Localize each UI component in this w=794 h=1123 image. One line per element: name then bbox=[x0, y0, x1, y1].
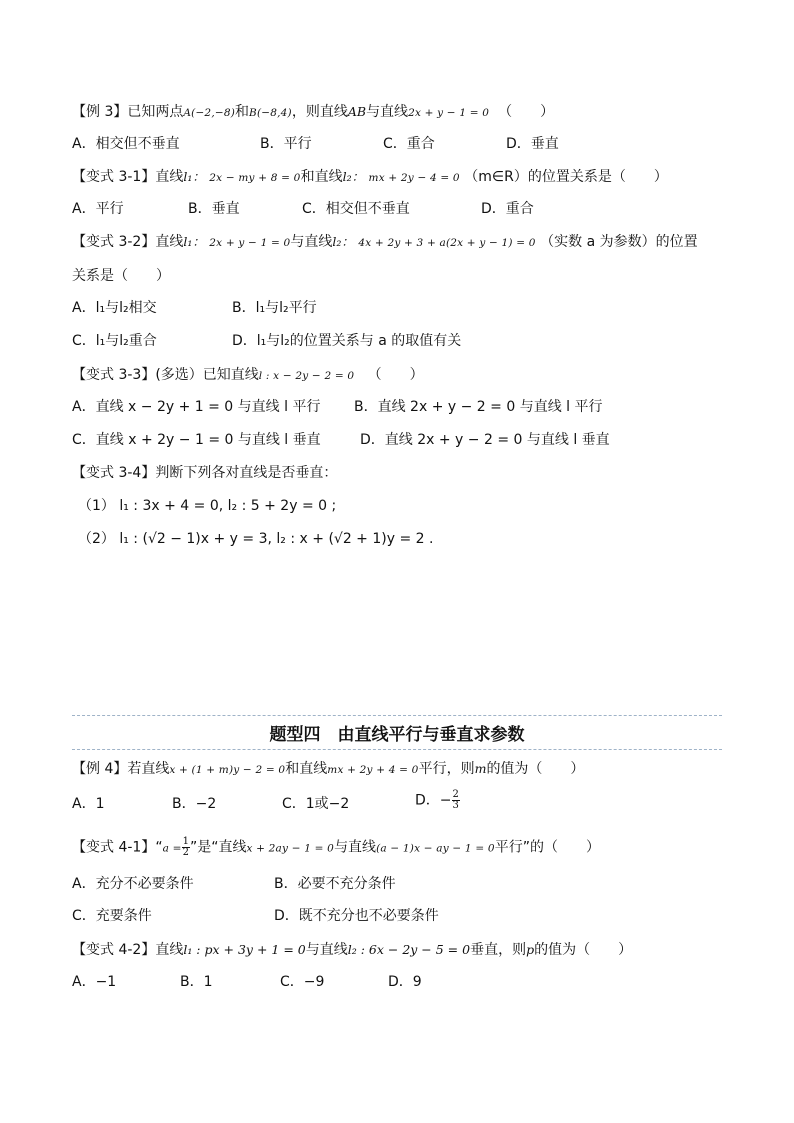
variant-label: 【变式 4-1】 bbox=[72, 839, 156, 856]
option-c: C．1或−2 bbox=[282, 796, 350, 812]
example-4-question: 【例 4】若直线x + (1 + m)y − 2 = 0和直线mx + 2y + 4 = 0平行，则m的值为（ ） bbox=[72, 761, 585, 777]
variant-3-3-question: 【变式 3-3】(多选）已知直线l : x − 2y − 2 = 0 （ ） bbox=[72, 367, 424, 383]
example-label: 【例 4】 bbox=[72, 761, 128, 777]
option-c: C．−9 bbox=[280, 974, 325, 990]
option-b: B．必要不充分条件 bbox=[274, 876, 396, 892]
option-a: A．−1 bbox=[72, 974, 117, 990]
variant-label: 【变式 3-2】 bbox=[72, 234, 156, 250]
section-title: 题型四 由直线平行与垂直求参数 bbox=[269, 725, 525, 745]
option-a: A．相交但不垂直 bbox=[72, 136, 180, 152]
option-d: D．重合 bbox=[481, 201, 534, 217]
option-b: B．垂直 bbox=[188, 201, 240, 217]
option-d: D．直线 2x + y − 2 = 0 与直线 l 垂直 bbox=[360, 432, 610, 448]
variant-label: 【变式 3-4】 bbox=[72, 465, 156, 481]
option-d: D．9 bbox=[388, 974, 422, 990]
option-c: C．相交但不垂直 bbox=[302, 201, 410, 217]
example-label: 【例 3】 bbox=[72, 104, 128, 120]
sub-item-2: （2） l₁ : (√2 − 1)x + y = 3, l₂ : x + (√2 + 1)y = 2 . bbox=[78, 531, 434, 547]
variant-3-1-question: 【变式 3-1】直线l₁： 2x − my + 8 = 0和直线l₂： mx + 2y − 4 = 0 （m∈R）的位置关系是（ ） bbox=[72, 169, 668, 185]
section-divider-bottom bbox=[72, 749, 722, 750]
option-c: C．重合 bbox=[383, 136, 435, 152]
option-a: A．1 bbox=[72, 796, 105, 812]
option-c: C．充要条件 bbox=[72, 908, 152, 924]
option-b: B．l₁与l₂平行 bbox=[232, 300, 317, 316]
variant-label: 【变式 3-3】 bbox=[72, 367, 156, 383]
option-a: A．充分不必要条件 bbox=[72, 876, 194, 892]
option-c: C．l₁与l₂重合 bbox=[72, 333, 157, 349]
variant-label: 【变式 4-2】 bbox=[72, 942, 156, 958]
option-d: D．既不充分也不必要条件 bbox=[274, 908, 439, 924]
option-d: D．l₁与l₂的位置关系与 a 的取值有关 bbox=[232, 333, 462, 349]
section-divider-top bbox=[72, 715, 722, 716]
option-b: B．−2 bbox=[172, 796, 217, 812]
variant-4-1-question: 【变式 4-1】“a = $\frac{1}{2}$ ”是“直线x + 2ay − 1 = 0与直线(a − 1)x − ay − 1 = 0平行”的（ ） bbox=[72, 836, 601, 858]
option-b: B．直线 2x + y − 2 = 0 与直线 l 平行 bbox=[354, 399, 603, 415]
option-d: D．− $\frac{2}{3}$ bbox=[415, 789, 459, 811]
option-a: A．l₁与l₂相交 bbox=[72, 300, 157, 316]
variant-3-2-question-cont: 关系是（ ） bbox=[72, 268, 170, 284]
fraction: $\frac{2}{3}$ bbox=[452, 789, 459, 811]
variant-label: 【变式 3-1】 bbox=[72, 169, 156, 185]
variant-3-2-question: 【变式 3-2】直线l₁： 2x + y − 1 = 0与直线l₂： 4x + 2y + 3 + a(2x + y − 1) = 0 （实数 a 为参数）的位置 bbox=[72, 234, 698, 250]
option-a: A．平行 bbox=[72, 201, 124, 217]
option-a: A．直线 x − 2y + 1 = 0 与直线 l 平行 bbox=[72, 399, 321, 415]
variant-4-2-question: 【变式 4-2】直线l₁ : px + 3y + 1 = 0与直线l₂ : 6x − 2y − 5 = 0垂直，则p的值为（ ） bbox=[72, 942, 633, 958]
sub-item-1: （1） l₁ : 3x + 4 = 0, l₂ : 5 + 2y = 0 ; bbox=[78, 498, 337, 514]
option-c: C．直线 x + 2y − 1 = 0 与直线 l 垂直 bbox=[72, 432, 321, 448]
fraction: $\frac{1}{2}$ bbox=[182, 836, 189, 858]
example-3-question: 【例 3】已知两点A(−2,−8)和B(−8,4)，则直线AB与直线2x + y − 1 = 0 （ ） bbox=[72, 104, 555, 120]
variant-3-4-question: 【变式 3-4】判断下列各对直线是否垂直： bbox=[72, 465, 338, 481]
option-b: B．平行 bbox=[260, 136, 312, 152]
option-d: D．垂直 bbox=[506, 136, 559, 152]
option-b: B．1 bbox=[180, 974, 213, 990]
